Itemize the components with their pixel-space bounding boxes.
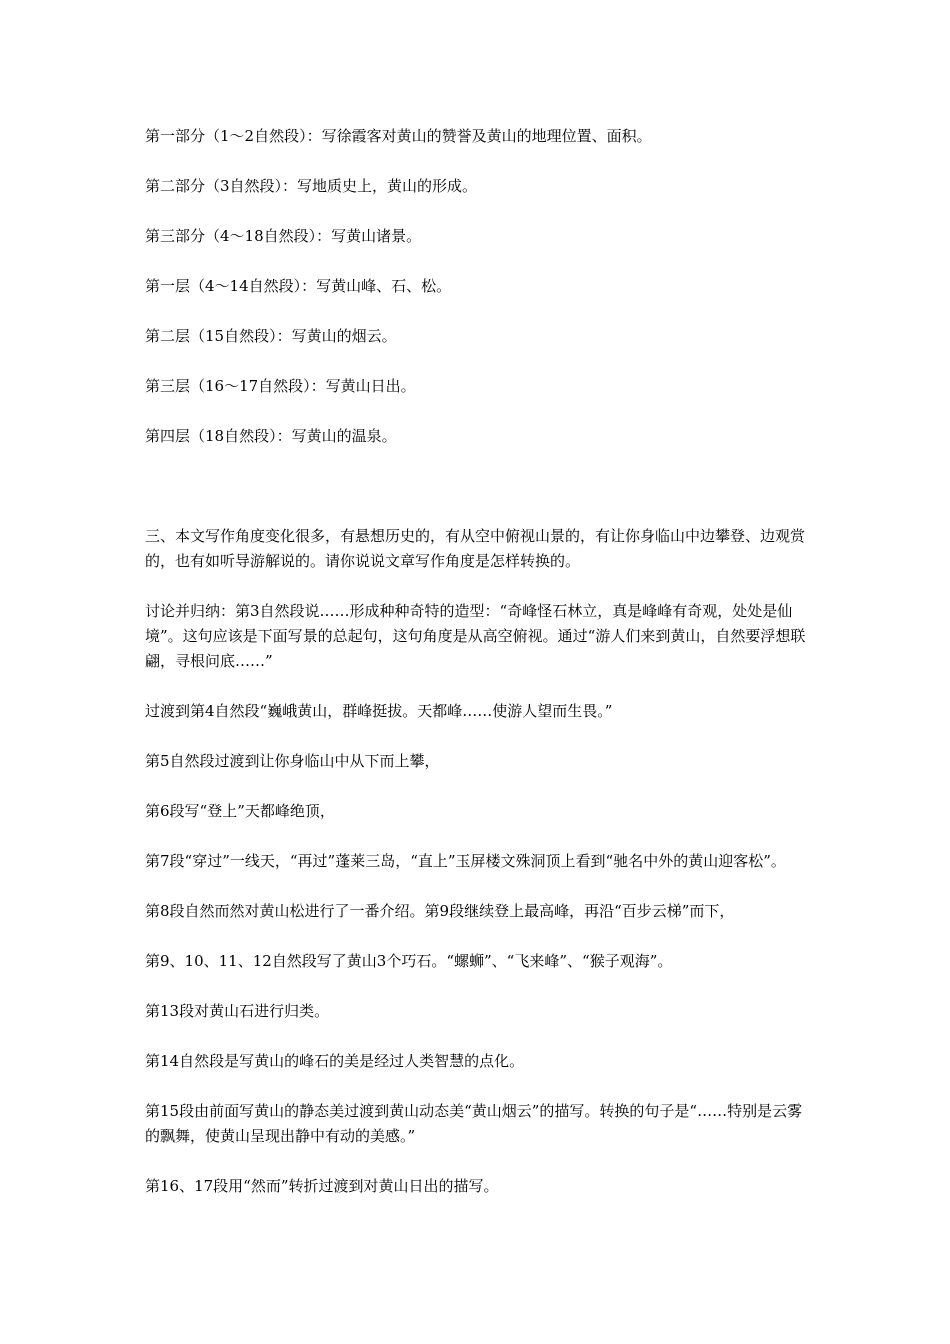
discussion-paragraph-6: 第6段写“登上”天都峰绝顶， [145, 802, 335, 820]
outline-layer-3: 第三层（16～17自然段）：写黄山日出。 [145, 377, 416, 395]
question-three: 三、本文写作角度变化很多，有悬想历史的，有从空中俯视山景的，有让你身临山中边攀登、边观赏的，也有如听导游解说的。请你说说文章写作角度是怎样转换的。 [145, 527, 806, 570]
outline-layer-4: 第四层（18自然段）：写黄山的温泉。 [145, 427, 397, 445]
outline-part-1: 第一部分（1～2自然段）：写徐霞客对黄山的赞誉及黄山的地理位置、面积。 [145, 127, 652, 145]
discussion-summary: 讨论并归纳：第3自然段说……形成种种奇特的造型：“奇峰怪石林立，真是峰峰有奇观，处处是仙境”。这句应该是下面写景的总起句，这句角度是从高空俯视。通过“游人们来到黄山，自然要浮想联翩，寻根问底……” [145, 602, 806, 670]
discussion-paragraph-9-12: 第9、10、11、12自然段写了黄山3个巧石。“螺蛳”、“飞来峰”、“猴子观海”。 [145, 952, 673, 970]
discussion-paragraph-14: 第14自然段是写黄山的峰石的美是经过人类智慧的点化。 [145, 1052, 525, 1070]
discussion-paragraph-16-17: 第16、17段用“然而”转折过渡到对黄山日出的描写。 [145, 1177, 499, 1195]
outline-part-2: 第二部分（3自然段）：写地质史上，黄山的形成。 [145, 177, 478, 195]
discussion-paragraph-13: 第13段对黄山石进行归类。 [145, 1002, 330, 1020]
discussion-paragraph-5: 第5自然段过渡到让你身临山中从下而上攀， [145, 752, 440, 770]
outline-layer-2: 第二层（15自然段）：写黄山的烟云。 [145, 327, 397, 345]
outline-part-3: 第三部分（4～18自然段）：写黄山诸景。 [145, 227, 422, 245]
discussion-paragraph-8-9: 第8段自然而然对黄山松进行了一番介绍。第9段继续登上最高峰，再沿“百步云梯”而下， [145, 902, 735, 920]
discussion-paragraph-4: 过渡到第4自然段“巍峨黄山，群峰挺拔。天都峰……使游人望而生畏。” [145, 702, 613, 720]
document-body [145, 124, 813, 1224]
outline-layer-1: 第一层（4～14自然段）：写黄山峰、石、松。 [145, 277, 452, 295]
discussion-paragraph-15: 第15段由前面写黄山的静态美过渡到黄山动态美“黄山烟云”的描写。转换的句子是“……特别是云雾的飘舞，使黄山呈现出静中有动的美感。” [145, 1102, 803, 1145]
section-spacer [145, 474, 813, 524]
discussion-paragraph-7: 第7段“穿过”一线天，“再过”蓬莱三岛，“直上”玉屏楼文殊洞顶上看到“驰名中外的黄山迎客松”。 [145, 852, 786, 870]
